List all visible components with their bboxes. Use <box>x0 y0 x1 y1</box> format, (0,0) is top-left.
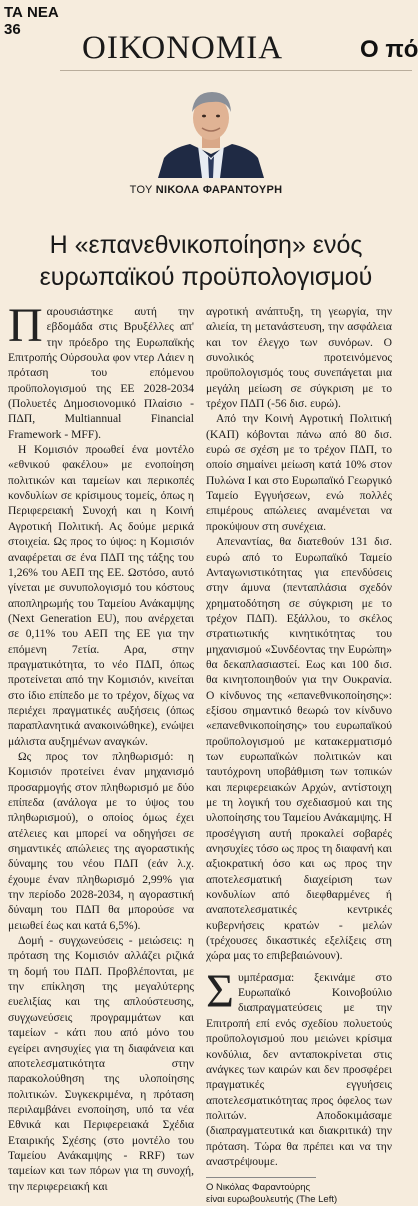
author-note-role: είναι ευρωβουλευτής (The Left) <box>206 1194 338 1206</box>
author-note-name: Ο Νικόλας Φαραντούρης <box>206 1182 311 1194</box>
publication-name: ΤΑ ΝΕΑ <box>4 4 59 21</box>
header-rule <box>60 70 412 71</box>
page-header <box>0 0 418 72</box>
page-number: 36 <box>4 21 21 38</box>
paragraph: Απεναντίας, θα διατεθούν 131 δισ. ευρώ από το Ευρωπαϊκό Ταμείο Ανταγωνιστικότητας για επενδύσεις στην άμυνα (πενταπλάσια σχεδόν χρηματοδότηση σε σύγκριση με το τρέχον ΠΔΠ). Εξάλλου, το σκέλος στρατιωτικής κινητικότητας του μηχανισμού «Συνδέοντας την Ευρώπη» θα δεκαπλασιαστεί. Εως και 100 δισ. θα κινητοποιηθούν για την Ουκρανία. Ο κίνδυνος της «επανεθνικοποίησης»: εξίσου σημαντικό θεωρώ τον κίνδυνο «επανεθνικοποίησης» του ευρωπαϊκού προϋπολογισμού με κατακερματισμό των ευρωπαϊκών πολιτικών και ταυτόχρονη υποβάθμιση των τοπικών και περιφερειακών Αρχών, αντίστοιχη με τη λογική του σχεδιασμού και της υλοποίησης του Ταμείου Ανάκαμψης. Η προσέγγιση αυτή προκαλεί σοβαρές ανησυχίες τόσο ως προς τη διαφανή και αξιοκρατική όσο και ως προς την αποτελεσματική διαχείριση των κονδυλίων από διεφθαρμένες ή αναποτελεσματικές κεντρικές κυβερνήσεις κρατών - μελών (τρέχουσες δικαστικές εξελίξεις στη χώρα μας το επιβεβαιώνουν). <box>206 535 392 963</box>
byline-author: ΝΙΚΟΛΑ ΦΑΡΑΝΤΟΥΡΗ <box>155 184 283 196</box>
paragraph: αγροτική ανάπτυξη, τη γεωργία, την αλιεία, τη μετανάστευση, την ασφάλεια και τον έλεγχο των συνόρων. Ο συνολικός προτεινόμενος προϋπολογισμός τους συνεπάγεται μια μεγάλη μείωση σε σύγκριση με το τρέχον ΠΔΠ (-56 δισ. ευρώ). <box>206 305 392 411</box>
section-title: ΟΙΚΟΝΟΜΙΑ <box>82 30 284 66</box>
author-photo <box>150 84 272 178</box>
drop-cap: Π <box>8 299 43 352</box>
article-right-column <box>206 304 392 1206</box>
paragraph: Η Κομισιόν προωθεί ένα μοντέλο «εθνικού φακέλου» με ενοποίηση πολιτικών και ταμείων και περικοπές κονδυλίων σε κρίσιμους τομείς, όπως η Περιφερειακή Συνοχή και η Κοινή Αγροτική Πολιτική. Ας δούμε μερικά στοιχεία. Ως προς το ύψος: η Κομισιόν αναφέρεται σε ένα ΠΔΠ της τάξης του 1,26% του ΑΕΠ της ΕΕ. Ωστόσο, αυτό γίνεται με συνυπολογισμό του κόστους αποπληρωμής του Ταμείου Ανάκαμψης (Next Generation EU), που ανέρχεται σε 0,11% του ΑΕΠ της ΕΕ για την επόμενη 7ετία. Αρα, στην πραγματικότητα, το νέο ΠΔΠ, όπως προτείνεται από την Κομισιόν, κινείται στο ίδιο επίπεδο με το τρέχον, δίχως να περιέχει πραγματικές αυξήσεις (όπως παραπλανητικά ανακοινώθηκε), ενώψει μάλιστα αυξημένων αναγκών. <box>8 443 194 748</box>
paragraph: αρουσιάστηκε αυτή την εβδομάδα στις Βρυξέλλες απ' την πρόεδρο της Ευρωπαϊκής Επιτροπής Ούρσουλα φον ντερ Λάιεν η πρόταση του επόμενου προϋπολογισμού της ΕΕ 2028-2034 (Πολυετές Δημοσιονομικό Πλαίσιο - ΠΔΠ, Multiannual Financial Framework - MFF). <box>8 305 194 441</box>
conclusion-paragraph: υμπέρασμα: ξεκινάμε στο Ευρωπαϊκό Κοινοβούλιο διαπραγματεύσεις με την Επιτροπή επί ενός σχεδίου πολυετούς προϋπολογισμού που μειώνει κρίσιμα κονδύλια, δεν ανταποκρίνεται στις ανάγκες των καιρών και δεν προσφέρει πραγματικές εγγυήσεις αποτελεσματικότητας προς όφελος των πολιτών. Αποδοκιμάσαμε (διαπραγματευτικά και διακριτικά) την πρόταση. Τώρα θα πρέπει και να την αναστρέψουμε. <box>206 970 392 1168</box>
paragraph: Δομή - συγχωνεύσεις - μειώσεις: η πρόταση της Κομισιόν αλλάζει ριζικά τη δομή του ΠΔΠ. Προβλέπονται, με την επίκληση της μεγαλύτερης ευελιξίας και της απλούστευσης, συγχωνεύσεις προγραμμάτων και ταμείων - κάτι που από μόνο του εγείρει ανησυχίες για τη διαφάνεια και αποτελεσματικότητα στην παρακολούθηση της υλοποίησης πολιτικών. Συγκεκριμένα, η πρόταση περιλαμβάνει ενοποίηση, υπό τα νέα Εθνικά και Περιφερειακά Σχέδια Εταιρικής Σχέσης (στο μοντέλο του Ταμείου Ανάκαμψης - RRF) των ταμείων και των πόρων για τη συνοχή, την περιφερειακή και <box>8 934 194 1193</box>
article-headline: Η «επανεθνικοποίηση» ενός ευρωπαϊκού προϋπολογισμού <box>39 230 373 291</box>
author-note <box>206 1182 392 1206</box>
byline <box>0 184 412 196</box>
author-portrait-image <box>150 84 272 178</box>
conclusion-block <box>206 964 392 1169</box>
paragraph: Ως προς τον πληθωρισμό: η Κομισιόν προτείνει έναν μηχανισμό προσαρμογής στον πληθωρισμό με δύο επίπεδα (ανάλογα με το ύψος του πληθωρισμού), ο οποίος όμως έχει ατέλειες και μπορεί να οδηγήσει σε σημαντικές απώλειες της αγοραστικής δύναμης του νέου ΠΔΠ (εάν λ.χ. έχουμε έναν πληθωρισμό 2,99% για την περίοδο 2028-2034, η αγοραστική δύναμη του ΠΔΠ θα μπορούσε να μειωθεί έως και κατά 6,5%). <box>8 749 194 932</box>
publication-label <box>4 4 59 38</box>
author-note-rule <box>206 1177 316 1178</box>
paragraph: Από την Κοινή Αγροτική Πολιτική (ΚΑΠ) κόβονται πάνω από 80 δισ. ευρώ σε σχέση με το τρέχον ΠΔΠ, το οποίο σημαίνει μείωση κατά 10% στον Πυλώνα Ι και στο Ευρωπαϊκό Γεωργικό Ταμείο Εγγυήσεων, ενώ πολλές επιμέρους απώλειες αναμένεται να προκύψουν στη συνέχεια. <box>206 412 392 533</box>
article-left-column <box>8 299 194 1194</box>
conclusion-drop-cap: Σ <box>206 964 234 1018</box>
byline-prefix: ΤΟΥ <box>129 184 156 196</box>
next-section-title: Ο πό <box>360 36 418 63</box>
